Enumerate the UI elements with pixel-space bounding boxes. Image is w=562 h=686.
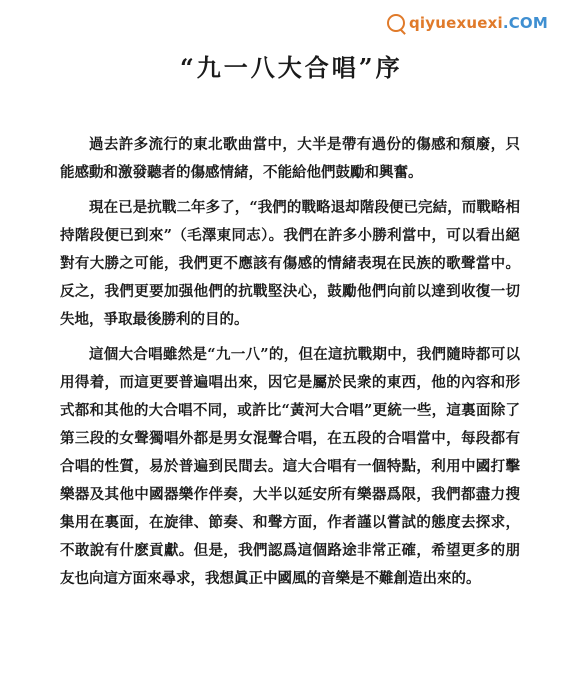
document-page: [60, 0, 520, 600]
document-title: “九一八大合唱”序: [180, 53, 403, 82]
watermark-tld: .COM: [502, 14, 548, 32]
paragraph-1: 過去許多流行的東北歌曲當中，大半是帶有過份的傷感和頹廢，只能感動和激發聽者的傷感情緒，不能給他們鼓勵和興奮。: [60, 136, 520, 181]
document-body: [60, 131, 520, 593]
paragraph-2: 現在已是抗戰二年多了，“我們的戰略退却階段便已完結，而戰略相持階段便已到來”（毛澤東同志）。我們在許多小勝利當中，可以看出絕對有大勝之可能，我們更不應該有傷感的情緒表現在民族的歌聲當中。反之，我們更要加强他們的抗戰堅決心，鼓勵他們向前以達到收復一切失地，爭取最後勝利的目的。: [60, 199, 520, 328]
paragraph-3: 這個大合唱雖然是“九一八”的，但在這抗戰期中，我們隨時都可以用得着，而這更要普遍唱出來，因它是屬於民衆的東西，他的內容和形式都和其他的大合唱不同，或許比“黃河大合唱”更統一些，這裏面除了第三段的女聲獨唱外都是男女混聲合唱，在五段的合唱當中，每段都有合唱的性質，易於普遍到民間去。這大合唱有一個特點，利用中國打擊樂器及其他中國器樂作伴奏，大半以延安所有樂器爲限，我們都盡力搜集用在裏面，在旋律、節奏、和聲方面，作者謹以嘗試的態度去探求，不敢說有什麽貢獻。但是，我們認爲這個路途非常正確，希望更多的朋友也向這方面來尋求，我想眞正中國風的音樂是不難創造出來的。: [60, 346, 520, 587]
watermark-domain: qiyuexuexi: [408, 14, 503, 32]
